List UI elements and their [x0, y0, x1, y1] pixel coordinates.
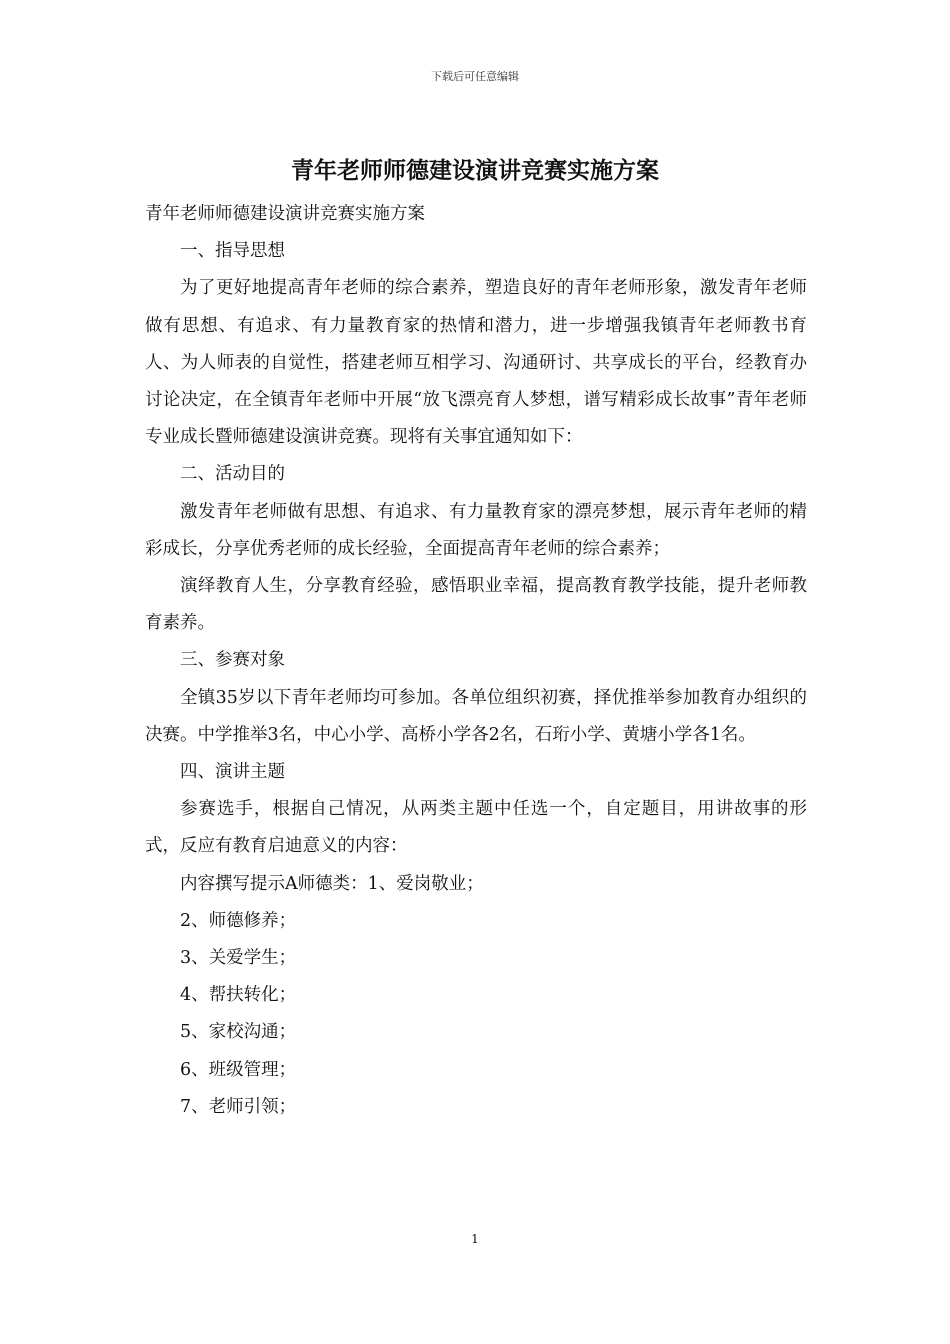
section-heading-participants: 三、参赛对象 — [180, 650, 285, 671]
document-title: 青年老师师德建设演讲竞赛实施方案 — [291, 157, 659, 184]
list-item: 3、关爱学生； — [180, 948, 297, 969]
subtitle-line: 青年老师师德建设演讲竞赛实施方案 — [145, 204, 425, 224]
section-heading-theme: 四、演讲主题 — [180, 762, 285, 783]
list-item: 7、老师引领； — [180, 1096, 297, 1117]
paragraph-guiding-thought: 为了更好地提高青年老师的综合素养，塑造良好的青年老师形象，激发青年老师做有思想、有追求、有力量教育家的热情和潜力，进一步增强我镇青年老师教书育人、为人师表的自觉性，搭建老师互相学习、沟通研讨、共享成长的平台，经教育办讨论决定，在全镇青年老师中开展“放飞漂亮育人梦想，谱写精彩成长故事”青年老师专业成长暨师德建设演讲竞赛。现将有关事宜通知如下： — [145, 278, 807, 448]
header-note: 下载后可任意编辑 — [431, 70, 519, 83]
list-item: 5、家校沟通； — [180, 1022, 297, 1043]
paragraph-participants: 全镇35岁以下青年老师均可参加。各单位组织初赛，择优推举参加教育办组织的决赛。中学推举3名，中心小学、高桥小学各2名，石珩小学、黄塘小学各1名。 — [145, 687, 807, 745]
page-number: 1 — [471, 1232, 479, 1246]
paragraph-purpose-1: 激发青年老师做有思想、有追求、有力量教育家的漂亮梦想，展示青年老师的精彩成长，分享优秀老师的成长经验，全面提高青年老师的综合素养； — [145, 501, 807, 559]
list-item: 6、班级管理； — [180, 1059, 297, 1080]
section-heading-guiding-thought: 一、指导思想 — [180, 241, 285, 262]
paragraph-purpose-2: 演绎教育人生，分享教育经验，感悟职业幸福，提高教育教学技能，提升老师教育素养。 — [145, 576, 807, 634]
list-item: 2、师德修养； — [180, 910, 297, 931]
list-item: 内容撰写提示A师德类：1、爱岗敬业； — [180, 873, 484, 894]
list-item: 4、帮扶转化； — [180, 985, 297, 1006]
document-body — [145, 196, 807, 1126]
paragraph-theme: 参赛选手，根据自己情况，从两类主题中任选一个，自定题目，用讲故事的形式，反应有教育启迪意义的内容： — [145, 799, 807, 857]
section-heading-purpose: 二、活动目的 — [180, 464, 285, 485]
